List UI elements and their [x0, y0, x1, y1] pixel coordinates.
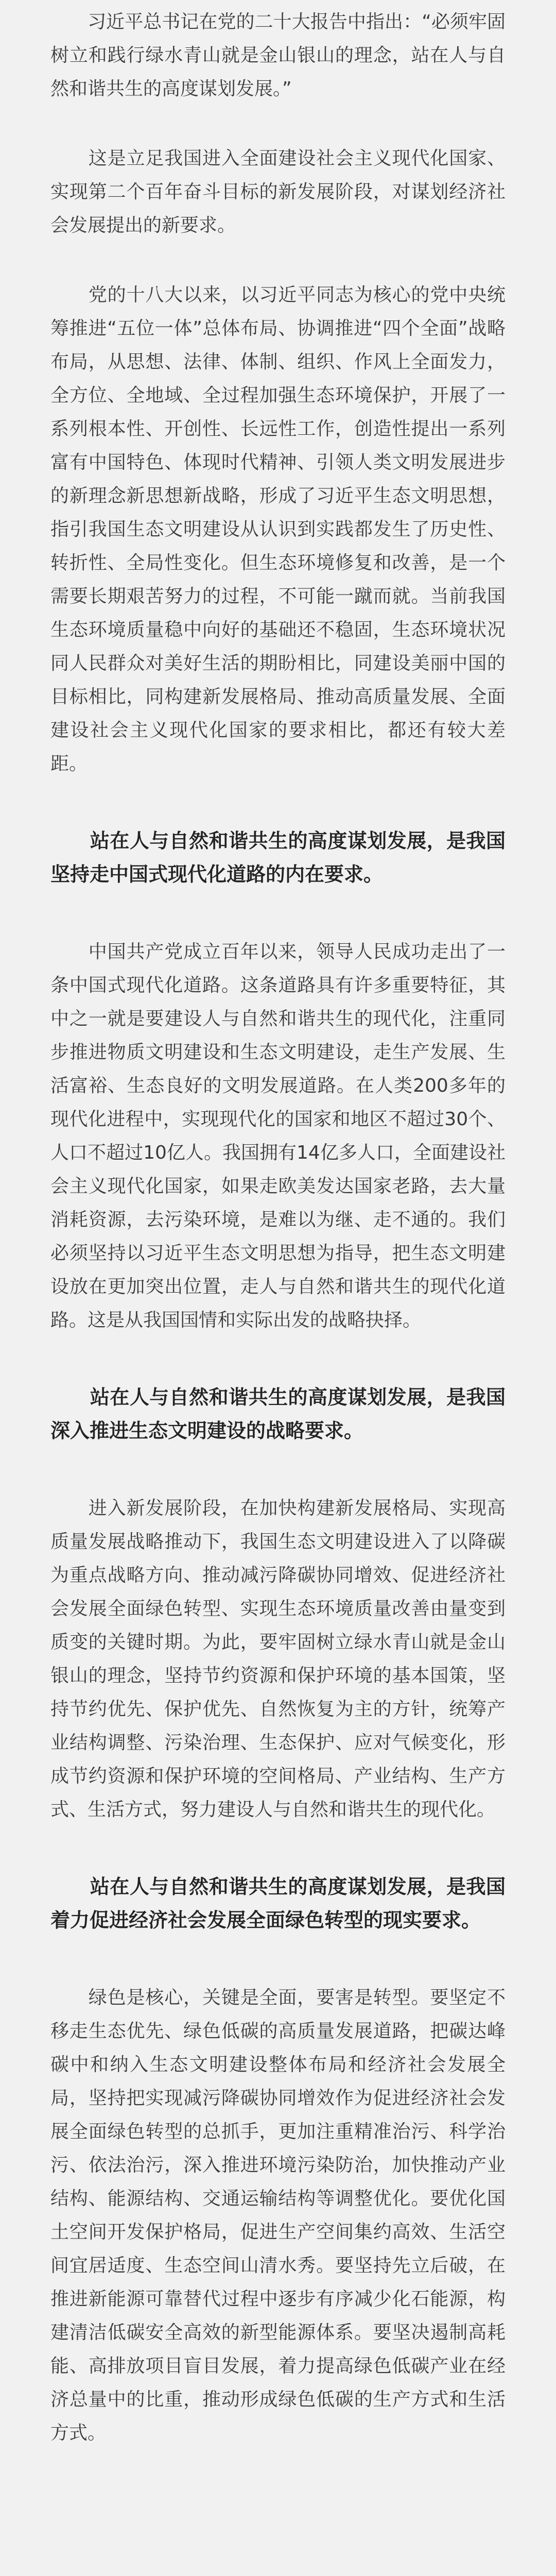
- paragraph-new-development-stage: 进入新发展阶段，在加快构建新发展格局、实现高质量发展战略推动下，我国生态文明建设进入了以降碳为重点战略方向、推动减污降碳协同增效、促进经济社会发展全面绿色转型、实现生态环境质量改善由量变到质变的关键时期。为此，要牢固树立绿水青山就是金山银山的理念，坚持节约资源和保护环境的基本国策，坚持节约优先、保护优先、自然恢复为主的方针，统筹产业结构调整、污染治理、生态保护、应对气候变化，形成节约资源和保护环境的空间格局、产业结构、生产方式、生活方式，努力建设人与自然和谐共生的现代化。: [50, 1498, 506, 1820]
- paragraph-intro-quote: 习近平总书记在党的二十大报告中指出：“必须牢固树立和践行绿水青山就是金山银山的理念，站在人与自然和谐共生的高度谋划发展。”: [50, 11, 506, 99]
- paragraph-new-requirement: 这是立足我国进入全面建设社会主义现代化国家、实现第二个百年奋斗目标的新发展阶段，对谋划经济社会发展提出的新要求。: [50, 148, 506, 236]
- section-heading-green-transformation: 站在人与自然和谐共生的高度谋划发展，是我国着力促进经济社会发展全面绿色转型的现实要求。: [50, 1875, 506, 1931]
- paragraph-chinese-modernization: 中国共产党成立百年以来，领导人民成功走出了一条中国式现代化道路。这条道路具有许多重要特征，其中之一就是要建设人与自然和谐共生的现代化，注重同步推进物质文明建设和生态文明建设，走生产发展、生活富裕、生态良好的文明发展道路。在人类200多年的现代化进程中，实现现代化的国家和地区不超过30个、人口不超过10亿人。我国拥有14亿多人口，全面建设社会主义现代化国家，如果走欧美发达国家老路，去大量消耗资源，去污染环境，是难以为继、走不通的。我们必须坚持以习近平生态文明思想为指导，把生态文明建设放在更加突出位置，走人与自然和谐共生的现代化道路。这是从我国国情和实际出发的战略抉择。: [50, 941, 506, 1331]
- spacer: [50, 891, 506, 935]
- spacer: [50, 1337, 506, 1381]
- spacer: [50, 1826, 506, 1870]
- spacer: [50, 106, 506, 142]
- paragraph-green-core: 绿色是核心，关键是全面，要害是转型。要坚定不移走生态优先、绿色低碳的高质量发展道路，把碳达峰碳中和纳入生态文明建设整体布局和经济社会发展全局，坚持把实现减污降碳协同增效作为促进经济社会发展全面绿色转型的总抓手，更加注重精准治污、科学治污、依法治污，深入推进环境污染防治，加快推动产业结构、能源结构、交通运输结构等调整优化。要优化国土空间开发保护格局，促进生产空间集约高效、生活空间宜居适度、生态空间山清水秀。要坚持先立后破，在推进新能源可靠替代过程中逐步有序减少化石能源，构建清洁低碳安全高效的新型能源体系。要坚决遏制高耗能、高排放项目盲目发展，着力提高绿色低碳产业在经济总量中的比重，推动形成绿色低碳的生产方式和生活方式。: [50, 1987, 506, 2444]
- section-heading-chinese-modernization: 站在人与自然和谐共生的高度谋划发展，是我国坚持走中国式现代化道路的内在要求。: [50, 829, 506, 886]
- spacer: [50, 1448, 506, 1492]
- section-heading-ecological-civilization: 站在人与自然和谐共生的高度谋划发展，是我国深入推进生态文明建设的战略要求。: [50, 1386, 506, 1442]
- spacer: [50, 242, 506, 278]
- spacer: [50, 1937, 506, 1981]
- spacer: [50, 781, 506, 824]
- paragraph-since-18th-congress: 党的十八大以来，以习近平同志为核心的党中央统筹推进“五位一体”总体布局、协调推进“四个全面”战略布局，从思想、法律、体制、组织、作风上全面发力，全方位、全地域、全过程加强生态环境保护，开展了一系列根本性、开创性、长远性工作，创造性提出一系列富有中国特色、体现时代精神、引领人类文明发展进步的新理念新思想新战略，形成了习近平生态文明思想，指引我国生态文明建设从认识到实践都发生了历史性、转折性、全局性变化。但生态环境修复和改善，是一个需要长期艰苦努力的过程，不可能一蹴而就。当前我国生态环境质量稳中向好的基础还不稳固，生态环境状况同人民群众对美好生活的期盼相比，同建设美丽中国的目标相比，同构建新发展格局、推动高质量发展、全面建设社会主义现代化国家的要求相比，都还有较大差距。: [50, 284, 506, 774]
